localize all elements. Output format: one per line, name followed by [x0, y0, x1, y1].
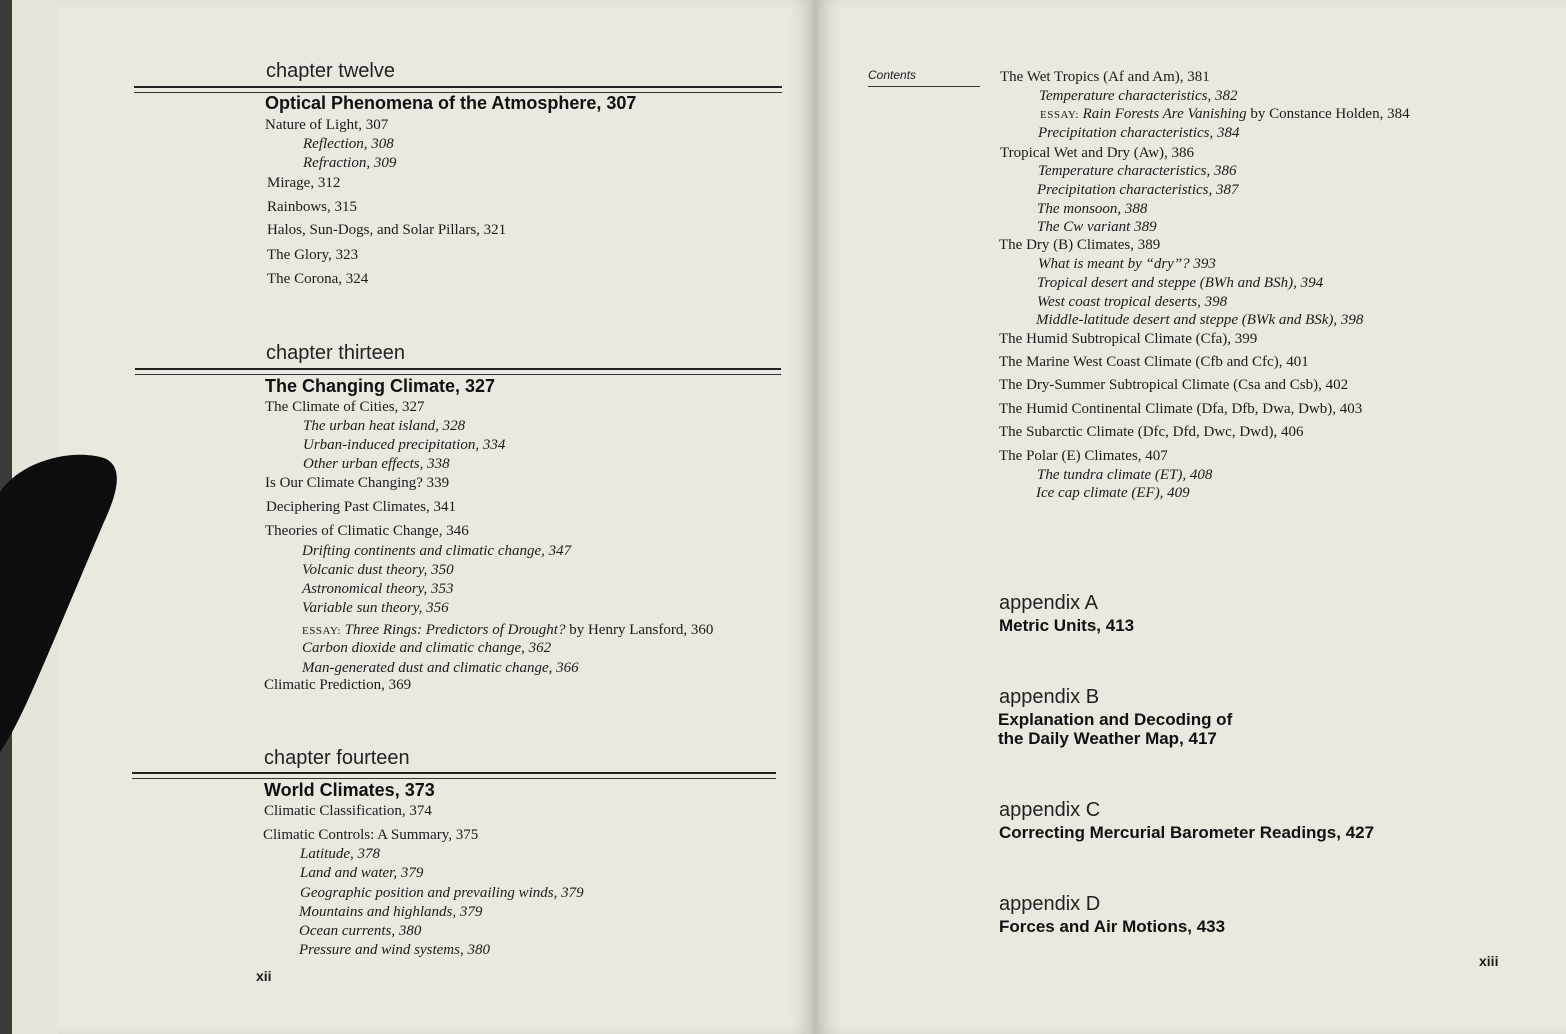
toc-subentry: Ocean currents, 380 [299, 923, 422, 939]
appendix-b-title-line1: Explanation and Decoding of [998, 710, 1233, 729]
toc-subentry: Temperature characteristics, 386 [1038, 163, 1237, 179]
toc-subentry: Pressure and wind systems, 380 [299, 942, 490, 958]
toc-entry: The Polar (E) Climates, 407 [999, 448, 1168, 464]
essay-title: Rain Forests Are Vanishing [1082, 106, 1247, 122]
essay-title: Three Rings: Predictors of Drought? [344, 622, 566, 638]
thumb-shadow [0, 452, 124, 752]
appendix-b-label: appendix B [999, 686, 1100, 708]
toc-entry: Mirage, 312 [267, 175, 341, 191]
toc-subentry: What is meant by “dry”? 393 [1038, 256, 1216, 272]
toc-entry: Halos, Sun-Dogs, and Solar Pillars, 321 [267, 222, 507, 238]
toc-entry: Climatic Prediction, 369 [264, 677, 412, 693]
toc-subentry: Carbon dioxide and climatic change, 362 [302, 640, 552, 656]
toc-subentry: Middle-latitude desert and steppe (BWk and BSk), 398 [1036, 312, 1364, 328]
toc-subentry: Temperature characteristics, 382 [1039, 88, 1238, 104]
toc-subentry: The Cw variant 389 [1037, 219, 1157, 235]
toc-subentry: The monsoon, 388 [1037, 201, 1148, 217]
toc-subentry: Tropical desert and steppe (BWh and BSh), 394 [1037, 275, 1324, 291]
chapter-rule [132, 778, 776, 779]
toc-entry: The Dry (B) Climates, 389 [999, 237, 1161, 253]
toc-entry: Climatic Controls: A Summary, 375 [263, 827, 479, 843]
chapter-fourteen-title: World Climates, 373 [264, 780, 435, 800]
chapter-twelve-title: Optical Phenomena of the Atmosphere, 307 [265, 93, 637, 113]
toc-entry: The Climate of Cities, 327 [265, 399, 425, 415]
page-number-right: xiii [1479, 953, 1499, 969]
toc-subentry: Volcanic dust theory, 350 [302, 562, 454, 578]
toc-subentry: Land and water, 379 [300, 865, 424, 881]
toc-subentry: Reflection, 308 [303, 136, 394, 152]
toc-entry: Deciphering Past Climates, 341 [266, 499, 456, 515]
toc-subentry: West coast tropical deserts, 398 [1037, 294, 1228, 310]
toc-entry: The Humid Continental Climate (Dfa, Dfb, Dwa, Dwb), 403 [999, 401, 1363, 417]
appendix-a-label: appendix A [999, 592, 1098, 614]
essay-author: by Henry Lansford, 360 [565, 622, 714, 638]
running-head-rule [868, 86, 980, 87]
appendix-c-label: appendix C [999, 799, 1101, 821]
left-page [58, 0, 816, 1034]
essay-entry [302, 621, 713, 640]
essay-entry [1040, 105, 1410, 124]
running-head: Contents [868, 68, 917, 82]
essay-tag: ESSAY: [302, 625, 341, 637]
toc-subentry: The tundra climate (ET), 408 [1037, 467, 1213, 483]
chapter-rule [134, 86, 782, 88]
appendix-b-title-line2: the Daily Weather Map, 417 [998, 729, 1217, 748]
toc-subentry: Refraction, 309 [303, 155, 397, 171]
toc-subentry: Other urban effects, 338 [303, 456, 450, 472]
chapter-thirteen-label: chapter thirteen [266, 342, 405, 364]
toc-entry: The Glory, 323 [267, 247, 359, 263]
toc-entry: The Marine West Coast Climate (Cfb and Cfc), 401 [999, 354, 1309, 370]
appendix-d-label: appendix D [999, 893, 1101, 915]
toc-entry: The Dry-Summer Subtropical Climate (Csa and Csb), 402 [999, 377, 1349, 393]
chapter-twelve-label: chapter twelve [266, 60, 395, 82]
toc-subentry: Urban-induced precipitation, 334 [303, 437, 506, 453]
toc-subentry: Mountains and highlands, 379 [299, 904, 483, 920]
chapter-thirteen-title: The Changing Climate, 327 [265, 376, 496, 396]
toc-subentry: Drifting continents and climatic change, 347 [302, 543, 572, 559]
toc-subentry: Man-generated dust and climatic change, 366 [302, 660, 579, 676]
essay-author: by Constance Holden, 384 [1246, 106, 1410, 122]
chapter-rule [135, 368, 781, 370]
toc-entry: Nature of Light, 307 [265, 117, 389, 133]
appendix-a-title: Metric Units, 413 [999, 616, 1135, 635]
toc-subentry: Geographic position and prevailing winds, 379 [300, 885, 584, 901]
toc-entry: The Humid Subtropical Climate (Cfa), 399 [999, 331, 1258, 347]
toc-entry: The Wet Tropics (Af and Am), 381 [1000, 69, 1210, 85]
chapter-fourteen-label: chapter fourteen [264, 747, 410, 769]
appendix-d-title: Forces and Air Motions, 433 [999, 917, 1226, 936]
toc-entry: Theories of Climatic Change, 346 [265, 523, 469, 539]
toc-subentry: Precipitation characteristics, 384 [1038, 125, 1240, 141]
toc-entry: Climatic Classification, 374 [264, 803, 432, 819]
appendix-c-title: Correcting Mercurial Barometer Readings, 427 [999, 823, 1375, 842]
toc-entry: Is Our Climate Changing? 339 [265, 475, 450, 491]
toc-subentry: The urban heat island, 328 [303, 418, 466, 434]
chapter-rule [135, 374, 781, 375]
toc-subentry: Variable sun theory, 356 [302, 600, 449, 616]
toc-subentry: Precipitation characteristics, 387 [1037, 182, 1239, 198]
toc-entry: Tropical Wet and Dry (Aw), 386 [1000, 145, 1195, 161]
chapter-rule [132, 772, 776, 774]
toc-entry: Rainbows, 315 [267, 199, 357, 215]
page-number-left: xii [256, 968, 272, 984]
toc-entry: The Corona, 324 [267, 271, 369, 287]
essay-tag: ESSAY: [1040, 109, 1079, 121]
toc-subentry: Latitude, 378 [300, 846, 381, 862]
toc-subentry: Ice cap climate (EF), 409 [1036, 485, 1190, 501]
toc-entry: The Subarctic Climate (Dfc, Dfd, Dwc, Dwd), 406 [999, 424, 1304, 440]
toc-subentry: Astronomical theory, 353 [302, 581, 454, 597]
